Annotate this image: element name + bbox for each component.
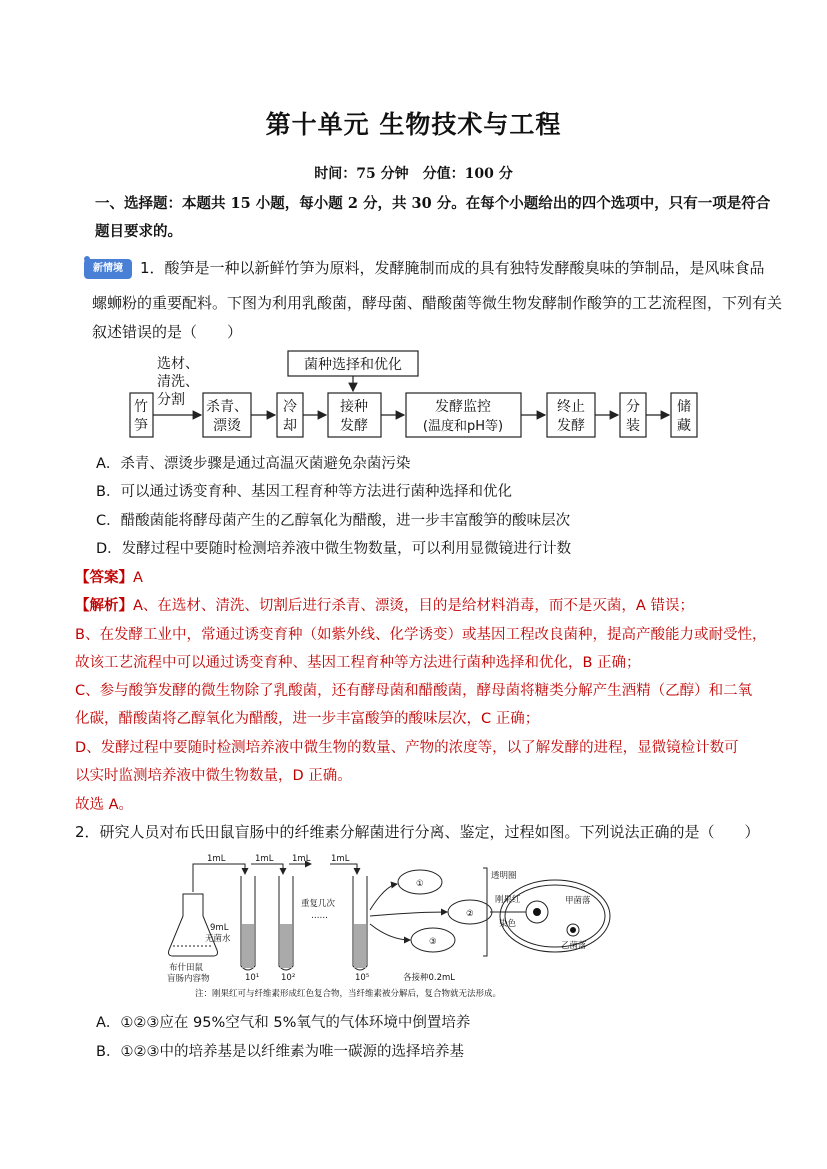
colony-a — [533, 908, 541, 916]
page-title: 第十单元 生物技术与工程 — [265, 110, 562, 139]
q1-conclusion: 故选 A。 — [75, 797, 134, 813]
section-instructions-line1: 一、选择题：本题共 15 小题，每小题 2 分，共 30 分。在每个小题给出的四个选项中，只有一项是符合 — [95, 195, 771, 212]
svg-text:漂烫: 漂烫 — [213, 418, 241, 434]
flow-pre-label2: 清洗、 — [157, 374, 199, 390]
svg-text:分: 分 — [626, 399, 640, 415]
svg-text:布什田鼠: 布什田鼠 — [169, 963, 204, 973]
svg-text:……: …… — [311, 911, 328, 921]
svg-text:盲肠内容物: 盲肠内容物 — [167, 974, 210, 984]
svg-text:冷: 冷 — [283, 399, 297, 415]
tube-3-liquid — [354, 924, 366, 968]
flow-pre-label3: 分割 — [157, 392, 185, 408]
svg-text:重复几次: 重复几次 — [301, 899, 336, 909]
new-context-badge: 新情境 — [84, 259, 132, 279]
svg-text:藏: 藏 — [677, 418, 691, 434]
q2-stem: 2．研究人员对布氏田鼠盲肠中的纤维素分解菌进行分离、鉴定，过程如图。下列说法正确的是（ ） — [75, 823, 760, 841]
q1-analysis-line2: B、在发酵工业中，常通过诱变育种（如紫外线、化学诱变）或基因工程改良菌种，提高产酸能力或耐受性， — [75, 627, 767, 643]
svg-text:杀青、: 杀青、 — [206, 399, 248, 415]
svg-text:(温度和pH等): (温度和pH等) — [422, 419, 504, 434]
svg-text:透明圈: 透明圈 — [491, 871, 517, 881]
svg-text:1mL: 1mL — [207, 854, 226, 864]
exam-meta: 时间：75 分钟 分值：100 分 — [314, 166, 513, 182]
svg-text:甲菌落: 甲菌落 — [565, 896, 591, 906]
result-plate — [500, 880, 610, 952]
svg-text:③: ③ — [429, 937, 437, 947]
flow-top-label: 菌种选择和优化 — [304, 357, 402, 373]
svg-text:储: 储 — [677, 399, 691, 415]
svg-text:接种: 接种 — [340, 399, 368, 415]
q2-option-a: A．①②③应在 95%空气和 5%氧气的气体环境中倒置培养 — [96, 1015, 471, 1031]
svg-text:10²: 10² — [281, 973, 296, 983]
q1-analysis-line4: C、参与酸笋发酵的微生物除了乳酸菌，还有酵母菌和醋酸菌，酵母菌将糖类分解产生酒精（乙醇）和二氧 — [75, 683, 753, 699]
tube-1-liquid — [242, 924, 254, 968]
svg-text:竹: 竹 — [134, 399, 148, 415]
q2-option-b: B．①②③中的培养基是以纤维素为唯一碳源的选择培养基 — [96, 1044, 464, 1060]
svg-text:10¹: 10¹ — [245, 973, 260, 983]
q1-stem-line1: 1．酸笋是一种以新鲜竹笋为原料，发酵腌制而成的具有独特发酵酸臭味的笋制品，是风味食品 — [140, 259, 765, 277]
tube-2-liquid — [280, 924, 292, 968]
q1-option-c: C．醋酸菌能将酵母菌产生的乙醇氧化为醋酸，进一步丰富酸笋的酸味层次 — [96, 513, 571, 529]
analysis-label: 【解析】 — [75, 598, 133, 614]
svg-text:刚果红: 刚果红 — [495, 895, 521, 905]
svg-text:①: ① — [416, 879, 424, 889]
q1-analysis-line1: 【解析】A、在选材、清洗、切割后进行杀青、漂烫，目的是给材料消毒，而不是灭菌，A 错误； — [75, 598, 694, 614]
svg-text:②: ② — [466, 909, 474, 919]
q1-process-flowchart — [125, 348, 705, 440]
q1-option-a: A．杀青、漂烫步骤是通过高温灭菌避免杂菌污染 — [96, 456, 411, 472]
svg-text:终止: 终止 — [557, 399, 585, 415]
q1-option-d: D．发酵过程中要随时检测培养液中微生物数量，可以利用显微镜进行计数 — [96, 541, 572, 557]
q1-analysis-line6: D、发酵过程中要随时检测培养液中微生物的数量、产物的浓度等，以了解发酵的进程，显微镜检计数可 — [75, 740, 739, 756]
svg-text:染色: 染色 — [499, 919, 517, 929]
svg-text:发酵: 发酵 — [557, 418, 585, 434]
colony-b — [570, 927, 576, 933]
svg-text:各接种0.2mL: 各接种0.2mL — [403, 973, 456, 983]
q1-analysis-line7: 以实时监测培养液中微生物数量，D 正确。 — [75, 768, 352, 784]
q1-stem-line3: 叙述错误的是（ ） — [92, 323, 243, 341]
q2-isolation-figure — [165, 846, 591, 1001]
svg-text:1mL: 1mL — [255, 854, 274, 864]
svg-text:乙菌落: 乙菌落 — [561, 941, 587, 951]
svg-text:发酵: 发酵 — [340, 418, 368, 434]
q1-analysis-line5: 化碳，醋酸菌将乙醇氧化为醋酸，进一步丰富酸笋的酸味层次，C 正确； — [75, 711, 540, 727]
svg-text:无菌水: 无菌水 — [205, 934, 231, 944]
svg-text:却: 却 — [283, 418, 297, 434]
q1-stem-line2: 螺蛳粉的重要配料。下图为利用乳酸菌，酵母菌、醋酸菌等微生物发酵制作酸笋的工艺流程图，下列有关 — [92, 294, 783, 312]
q1-answer — [75, 566, 143, 587]
svg-text:1mL: 1mL — [292, 854, 311, 864]
section-instructions-line2: 题目要求的。 — [95, 223, 182, 240]
svg-text:装: 装 — [626, 418, 640, 434]
answer-label: 【答案】 — [75, 570, 133, 586]
q1-analysis-line3: 故该工艺流程中可以通过诱变育种、基因工程育种等方法进行菌种选择和优化，B 正确； — [75, 655, 641, 671]
svg-text:9mL: 9mL — [210, 923, 229, 933]
flow-pre-label1: 选材、 — [157, 356, 199, 372]
figure-note: 注：刚果红可与纤维素形成红色复合物，当纤维素被分解后，复合物就无法形成。 — [195, 989, 502, 999]
svg-text:笋: 笋 — [134, 418, 148, 434]
svg-text:10⁵: 10⁵ — [355, 973, 370, 983]
answer-value: A — [133, 570, 143, 586]
svg-text:发酵监控: 发酵监控 — [435, 399, 491, 415]
svg-text:1mL: 1mL — [331, 854, 350, 864]
q1-option-b: B．可以通过诱变育种、基因工程育种等方法进行菌种选择和优化 — [96, 484, 512, 500]
